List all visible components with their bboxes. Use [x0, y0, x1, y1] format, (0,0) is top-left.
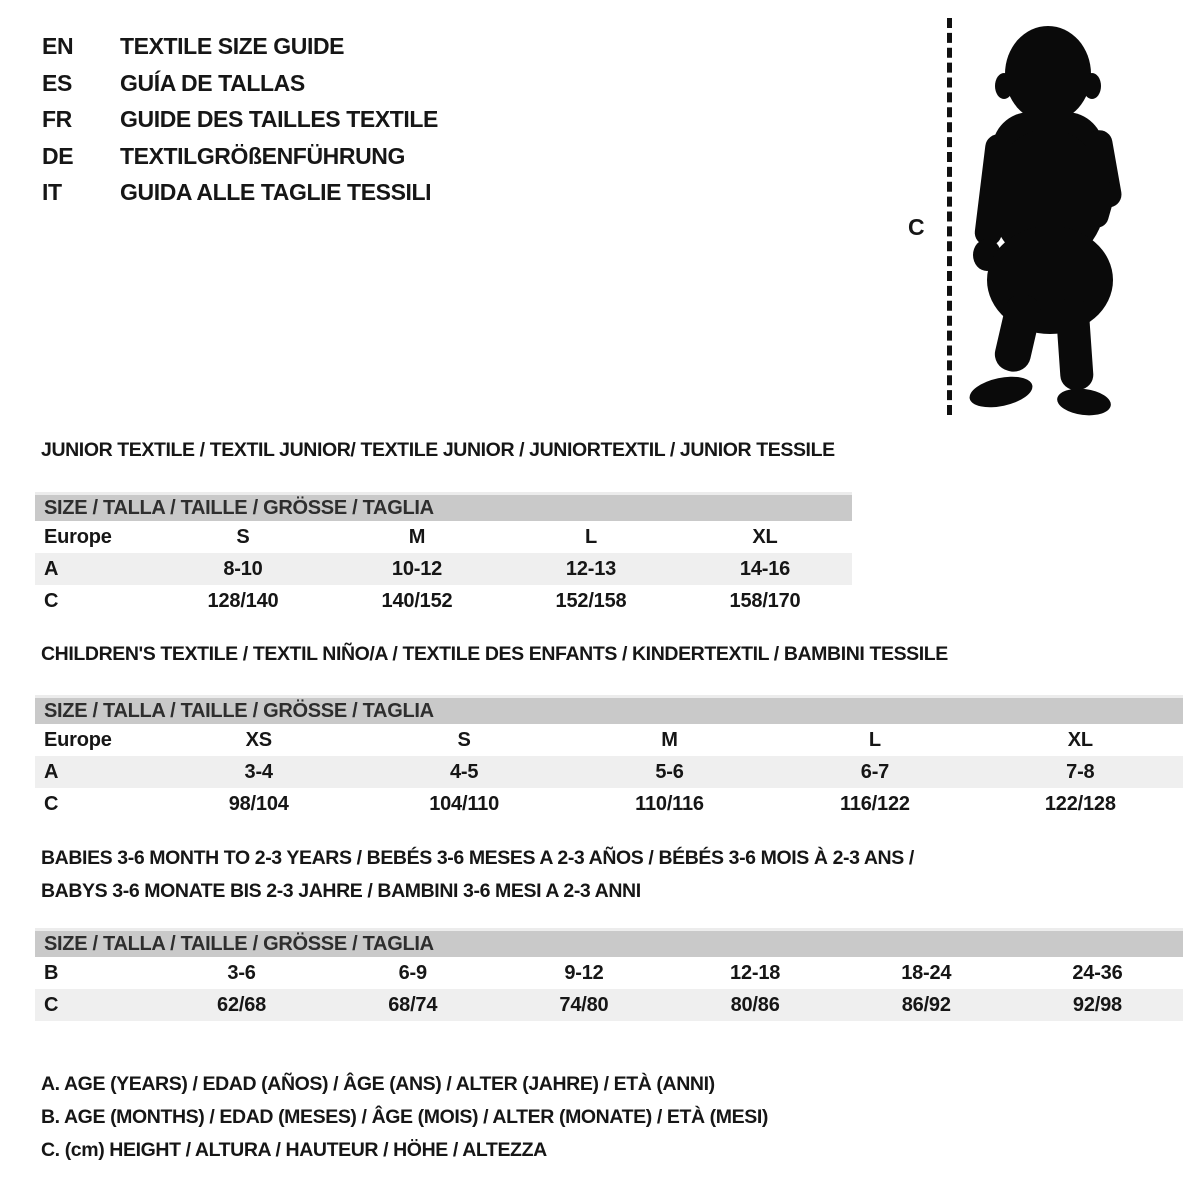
row-label: C	[44, 589, 59, 612]
table-cell: 18-24	[901, 961, 952, 984]
height-label: C	[908, 214, 925, 240]
legend-line: A. AGE (YEARS) / EDAD (AÑOS) / ÂGE (ANS) / ALTER (JAHRE) / ETÀ (ANNI)	[41, 1073, 715, 1095]
table-cell: M	[661, 728, 678, 751]
table-cell: M	[408, 525, 426, 548]
table-cell: 74/80	[559, 993, 609, 1016]
language-code: IT	[42, 179, 62, 205]
babies-size-table	[35, 928, 1183, 1021]
row-label: A	[44, 760, 59, 783]
legend-line: B. AGE (MONTHS) / EDAD (MESES) / ÂGE (MOIS) / ALTER (MONATE) / ETÀ (MESI)	[41, 1106, 768, 1128]
table-cell: 5-6	[655, 760, 684, 783]
junior-size-table-header: SIZE / TALLA / TAILLE / GRÖSSE / TAGLIA	[35, 492, 852, 521]
table-cell: S	[457, 728, 471, 751]
table-cell: 24-36	[1072, 961, 1123, 984]
table-cell: 10-12	[391, 557, 443, 580]
table-cell: 6-9	[398, 961, 427, 984]
size-header-row	[35, 521, 852, 553]
junior-size-table	[35, 492, 852, 617]
language-title: GUÍA DE TALLAS	[120, 69, 305, 96]
table-cell: 4-5	[449, 760, 479, 783]
size-header-row	[35, 724, 1183, 756]
table-cell: XL	[752, 525, 778, 548]
table-row	[35, 788, 1183, 820]
language-code: DE	[42, 142, 74, 169]
section-babies-title: BABIES 3-6 MONTH TO 2-3 YEARS / BEBÉS 3-6 MESES A 2-3 AÑOS / BÉBÉS 3-6 MOIS À 2-3 ANS / BABYS 3-6 MONATE BIS 2-3 JAHRE / BAMBINI 3-6 MESI A 2-3 ANNI	[41, 847, 914, 902]
table-cell: 104/110	[429, 792, 499, 815]
row-label: C	[44, 993, 59, 1016]
table-cell: 152/158	[555, 589, 627, 612]
table-cell: 86/92	[901, 993, 951, 1016]
babies-size-table-header: SIZE / TALLA / TAILLE / GRÖSSE / TAGLIA	[35, 928, 1183, 957]
table-cell: 98/104	[228, 792, 289, 815]
row-label: A	[44, 557, 59, 580]
table-cell: 14-16	[739, 557, 791, 580]
table-cell: 12-13	[565, 557, 617, 580]
language-row	[42, 174, 438, 211]
table-row	[35, 756, 1183, 788]
legend-line: C. (cm) HEIGHT / ALTURA / HAUTEUR / HÖHE / ALTEZZA	[41, 1139, 547, 1161]
table-cell: S	[236, 525, 250, 548]
language-code: EN	[42, 33, 74, 59]
table-cell: 7-8	[1066, 760, 1095, 783]
baby-silhouette-icon	[958, 12, 1142, 418]
row-label: B	[44, 961, 59, 984]
language-title: GUIDE DES TAILLES TEXTILE	[120, 106, 438, 132]
table-cell: XS	[245, 728, 272, 751]
table-cell: 122/128	[1044, 792, 1116, 815]
row-label: C	[44, 792, 59, 815]
table-cell: 68/74	[388, 993, 438, 1016]
legend	[41, 1068, 768, 1167]
language-title: GUIDA ALLE TAGLIE TESSILI	[120, 179, 432, 205]
language-row	[42, 28, 438, 65]
table-cell: 6-7	[860, 760, 890, 783]
table-cell: 3-4	[244, 760, 273, 783]
section-babies	[35, 842, 1183, 1021]
table-cell: 8-10	[223, 557, 263, 580]
table-cell: 110/116	[635, 792, 704, 815]
table-cell: 9-12	[564, 961, 604, 984]
children-size-table-header: SIZE / TALLA / TAILLE / GRÖSSE / TAGLIA	[35, 695, 1183, 724]
table-cell: 80/86	[730, 993, 780, 1016]
language-title: TEXTILGRÖßENFÜHRUNG	[120, 142, 405, 169]
table-cell: L	[868, 728, 881, 751]
section-junior-title: JUNIOR TEXTILE / TEXTIL JUNIOR/ TEXTILE JUNIOR / JUNIORTEXTIL / JUNIOR TESSILE	[41, 439, 835, 461]
table-cell: 62/68	[217, 993, 267, 1016]
row-label: Europe	[44, 525, 112, 548]
table-cell: 158/170	[729, 589, 801, 612]
table-cell: 128/140	[207, 589, 279, 612]
children-size-table	[35, 695, 1183, 820]
table-cell: L	[584, 525, 598, 548]
table-cell: XL	[1067, 728, 1093, 751]
table-cell: 140/152	[381, 589, 453, 612]
section-children	[35, 638, 1183, 820]
section-children-title: CHILDREN'S TEXTILE / TEXTIL NIÑO/A / TEXTILE DES ENFANTS / KINDERTEXTIL / BAMBINI TESSILE	[41, 643, 948, 665]
table-row	[35, 957, 1183, 989]
table-cell: 3-6	[227, 961, 256, 984]
language-row	[42, 101, 438, 138]
height-measure-line	[947, 18, 952, 415]
language-title: TEXTILE SIZE GUIDE	[120, 33, 345, 59]
table-row	[35, 585, 852, 617]
language-code: ES	[42, 69, 72, 96]
language-code: FR	[42, 106, 72, 132]
row-label: Europe	[44, 728, 112, 751]
table-cell: 12-18	[730, 961, 781, 984]
language-row	[42, 138, 438, 175]
table-cell: 116/122	[840, 792, 910, 815]
table-row	[35, 553, 852, 585]
table-row	[35, 989, 1183, 1021]
section-junior	[35, 434, 852, 617]
language-row	[42, 65, 438, 102]
language-list	[42, 28, 438, 211]
table-cell: 92/98	[1072, 993, 1122, 1016]
